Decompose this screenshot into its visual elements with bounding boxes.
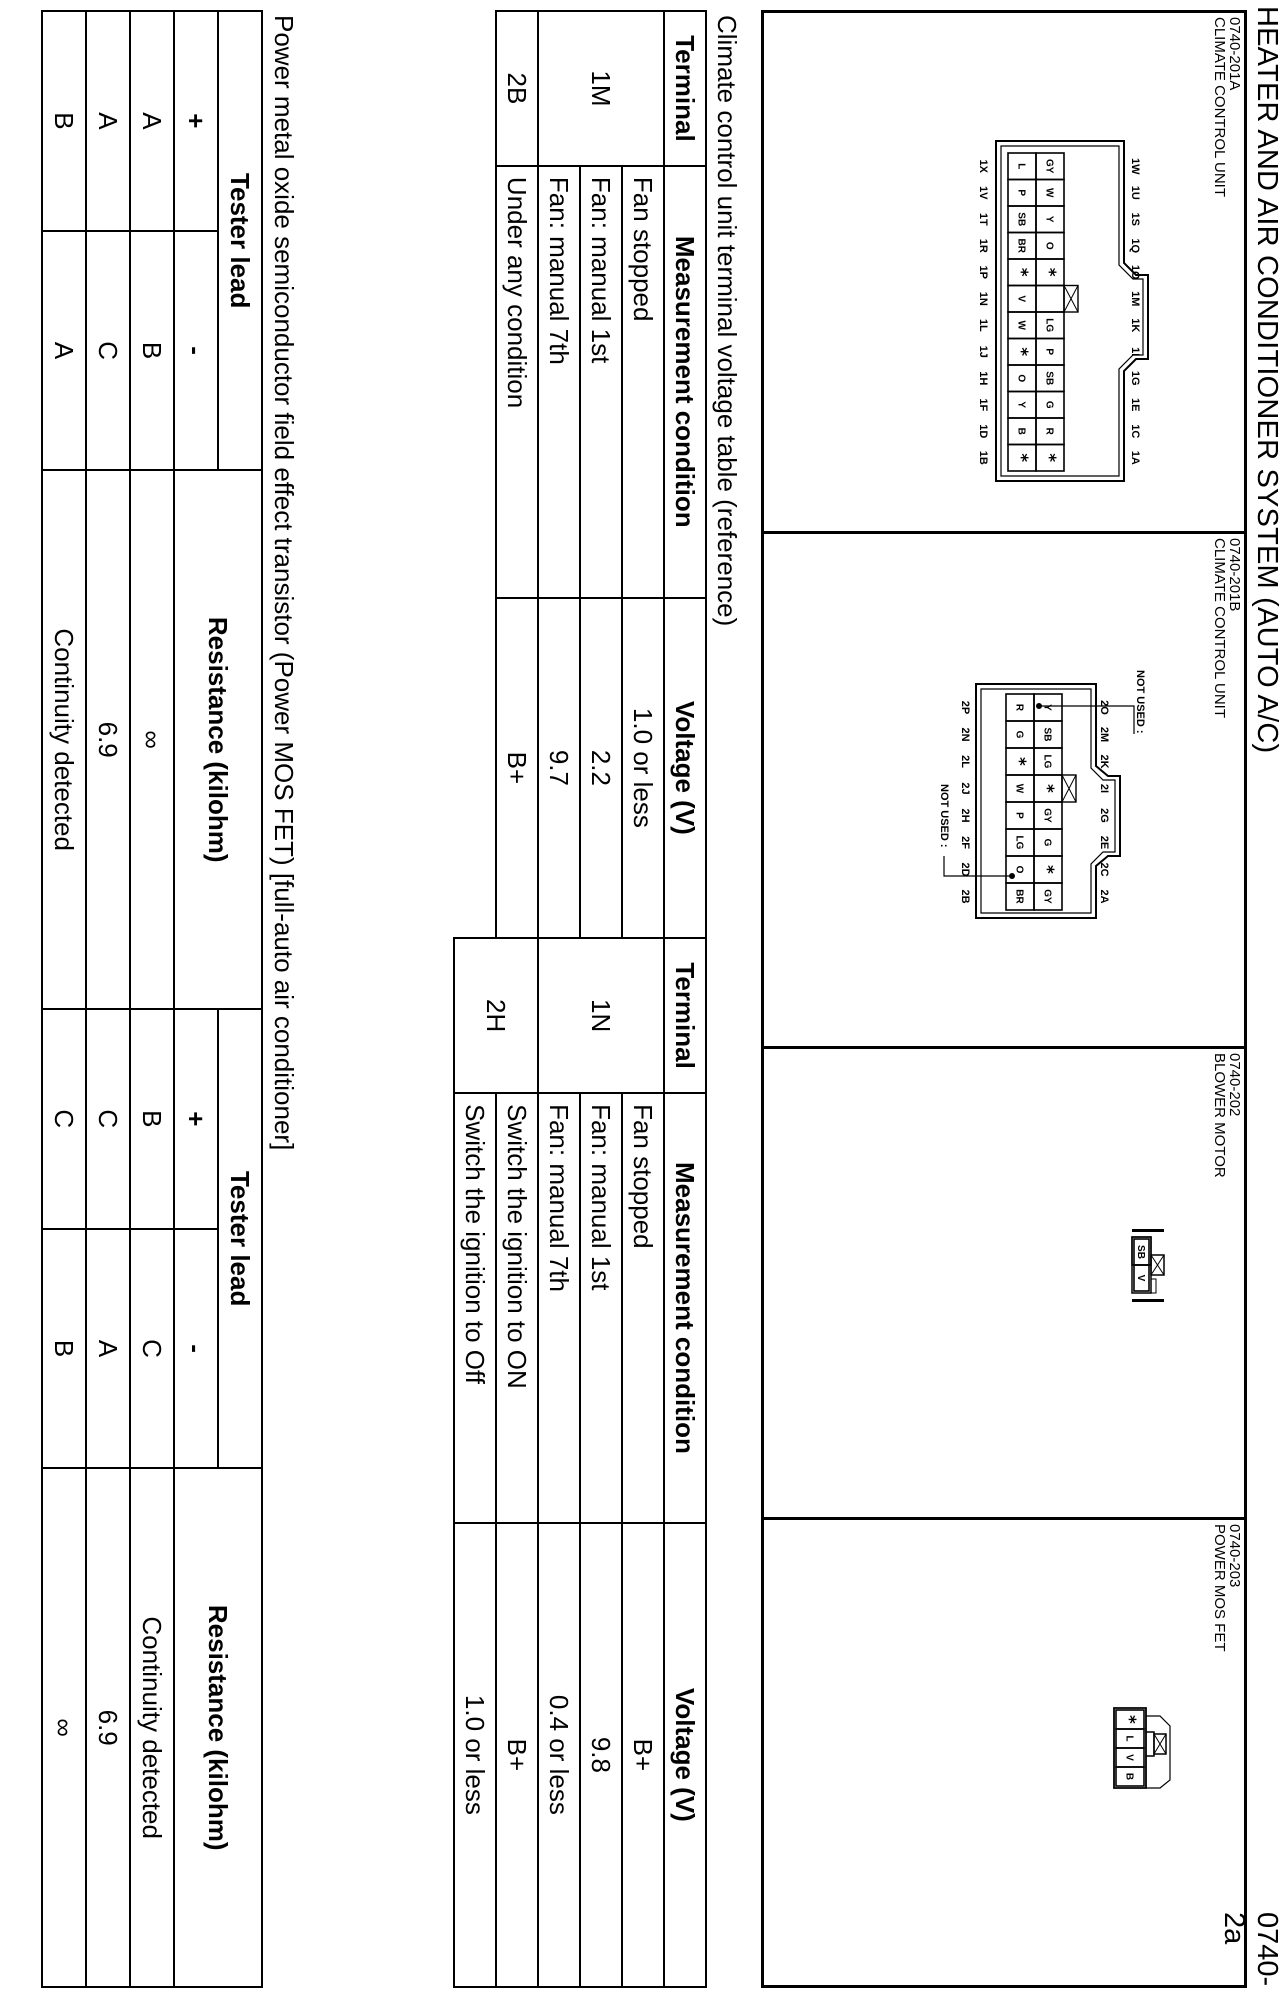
wire-color: SB <box>1043 371 1055 386</box>
pin-label: 2A <box>1098 889 1110 904</box>
header-condition: Measurement condition <box>664 1093 706 1523</box>
connector-203-box <box>764 1520 1244 1991</box>
pin-label: 2H <box>959 808 971 823</box>
voltage-cell: 9.7 <box>538 598 580 939</box>
pin-label: 1X <box>977 159 989 173</box>
resistance-cell: Continuity detected <box>130 1468 174 1987</box>
pin-label: 2F <box>959 836 971 849</box>
unused-pin-mark: * <box>1039 453 1059 463</box>
pin-label: 2B <box>959 889 971 904</box>
minus-cell: C <box>86 231 130 471</box>
connector-201b-box <box>764 534 1244 1049</box>
voltage-table <box>453 10 747 1988</box>
unused-pin-mark: * <box>1011 267 1031 277</box>
wire-color: Y <box>1041 704 1053 711</box>
pin-label: 1K <box>1129 318 1141 333</box>
connector-code: 0740-201B <box>1226 538 1243 612</box>
wire-color: G <box>1043 400 1055 409</box>
voltage-cell: 1.0 or less <box>622 598 664 939</box>
header-minus: - <box>174 231 218 471</box>
wire-color: B <box>1015 427 1027 435</box>
not-used-note-bottom: NOT USED : <box>938 784 950 848</box>
connector-name: BLOWER MOTOR <box>1211 1053 1228 1178</box>
terminal-cell: 2B <box>496 11 538 166</box>
header-voltage: Voltage (V) <box>664 1523 706 1987</box>
pin-label: 2N <box>959 727 971 742</box>
pin-cell <box>1036 286 1064 313</box>
voltage-table-title: Climate control unit terminal voltage table (reference) <box>706 11 747 938</box>
pin-label: 2L <box>959 755 971 768</box>
pin-label: 1C <box>1129 424 1141 439</box>
table-row <box>86 11 130 1987</box>
wire-color: Y <box>1043 215 1055 223</box>
pin-label: 1U <box>1129 185 1141 200</box>
header-minus: - <box>174 1229 218 1469</box>
pin-label: 1I <box>1129 347 1141 357</box>
pin-label: 1B <box>977 450 989 465</box>
header-terminal: Terminal <box>664 11 706 166</box>
connector-201b-pin-grid <box>1006 694 1076 910</box>
condition-cell: Fan stopped <box>622 166 664 598</box>
wire-color: R <box>1013 703 1025 712</box>
wire-color: V <box>1123 1754 1135 1761</box>
table-row <box>130 11 174 1987</box>
header-voltage: Voltage (V) <box>664 598 706 939</box>
terminal-cell: 1N <box>538 938 664 1093</box>
pin-label: 1L <box>977 318 989 332</box>
unused-pin-mark: * <box>1039 267 1059 277</box>
connector-section <box>761 10 1247 1988</box>
pin-label: 1S <box>1129 212 1141 226</box>
header-tester-lead: Tester lead <box>218 1009 262 1468</box>
wire-color: LG <box>1013 835 1025 850</box>
wire-color: W <box>1043 188 1055 198</box>
terminal-cell: 1M <box>538 11 664 166</box>
wire-color: SB <box>1135 1245 1146 1259</box>
plus-cell: A <box>130 11 174 231</box>
mos-fet-table <box>41 10 305 1988</box>
connector-203-diagram <box>764 1520 1244 1991</box>
connector-202-diagram <box>764 1049 1244 1520</box>
resistance-cell: 6.9 <box>86 1468 130 1987</box>
connector-201b-pin-labels-bottom <box>959 701 971 904</box>
pin-label: 1R <box>977 238 989 253</box>
unused-pin-mark: * <box>1011 347 1031 357</box>
pin-label: 1F <box>977 398 989 412</box>
wire-color: BR <box>1013 889 1025 904</box>
resistance-cell: ∞ <box>130 470 174 1009</box>
wire-color: O <box>1015 374 1027 383</box>
connector-203-pin-grid <box>1116 1710 1144 1786</box>
mos-table-title: Power metal oxide semiconductor field effect transistor (Power MOS FET) [full-auto air conditioner] <box>262 11 305 1987</box>
pin-label: 1P <box>977 265 989 279</box>
pin-label: 1N <box>977 291 989 306</box>
wire-color: L <box>1015 163 1027 170</box>
table-row <box>496 11 538 1987</box>
unused-pin-mark: * <box>1037 865 1057 874</box>
plus-cell: C <box>42 1009 86 1229</box>
wire-color: O <box>1043 241 1055 250</box>
header-condition: Measurement condition <box>664 166 706 598</box>
pin-label: 2O <box>1098 700 1110 715</box>
condition-cell: Fan: manual 1st <box>580 1093 622 1523</box>
voltage-cell: B+ <box>496 598 538 939</box>
header-resistance: Resistance (kilohm) <box>174 470 262 1009</box>
pin-label: 2J <box>959 782 971 795</box>
page-title: HEATER AND AIR CONDITIONER SYSTEM (AUTO A/C) <box>1251 6 1283 754</box>
wire-color: L <box>1123 1735 1135 1742</box>
wire-color: W <box>1013 783 1025 794</box>
pin-label: 1H <box>977 371 989 386</box>
wire-color: LG <box>1043 318 1055 333</box>
header-terminal: Terminal <box>664 938 706 1093</box>
pin-label: 1W <box>1129 158 1141 175</box>
wire-color: B <box>1123 1772 1135 1781</box>
voltage-cell: B+ <box>496 1523 538 1987</box>
pin-label: 1D <box>977 424 989 439</box>
condition-cell: Fan: manual 7th <box>538 1093 580 1523</box>
wire-color: P <box>1013 812 1025 819</box>
unused-pin-mark: * <box>1009 757 1029 766</box>
wire-color: G <box>1041 838 1053 847</box>
minus-cell: A <box>86 1229 130 1469</box>
connector-code: 0740-201A <box>1226 17 1243 91</box>
pin-label: 2P <box>959 700 971 715</box>
voltage-cell: 1.0 or less <box>454 1523 496 1987</box>
resistance-cell: 6.9 <box>86 470 130 1009</box>
wire-color: R <box>1043 427 1055 435</box>
resistance-cell: ∞ <box>42 1468 86 1987</box>
pin-label: 1M <box>1129 291 1141 307</box>
condition-cell: Switch the ignition to ON <box>496 1093 538 1523</box>
wire-color: Y <box>1015 401 1027 409</box>
connector-code: 0740-202 <box>1226 1053 1243 1117</box>
condition-cell: Fan stopped <box>622 1093 664 1523</box>
wire-color: GY <box>1041 889 1053 904</box>
wire-color: GY <box>1041 808 1053 823</box>
wire-color: P <box>1043 348 1055 356</box>
header-plus: + <box>174 11 218 231</box>
wire-color: V <box>1015 295 1027 303</box>
connector-201a-diagram <box>764 13 1244 534</box>
unused-pin-mark: * <box>1037 784 1057 793</box>
connector-202-pin-grid <box>1134 1239 1149 1291</box>
pin-label: 1V <box>977 186 989 200</box>
connector-201b-pin-labels-top <box>1098 700 1110 903</box>
plus-cell: A <box>86 11 130 231</box>
unused-pin-mark: * <box>1011 453 1031 463</box>
table-row <box>622 11 664 1987</box>
condition-cell: Fan: manual 7th <box>538 166 580 598</box>
connector-201b-diagram <box>764 534 1244 1049</box>
plus-cell: B <box>130 1009 174 1229</box>
minus-cell: B <box>130 231 174 471</box>
wire-color: P <box>1015 189 1027 197</box>
voltage-cell: 9.8 <box>580 1523 622 1987</box>
resistance-cell: Continuity detected <box>42 470 86 1009</box>
wire-color: O <box>1013 865 1025 874</box>
connector-201a-box <box>764 13 1244 534</box>
voltage-cell: 0.4 or less <box>538 1523 580 1987</box>
wire-color: GY <box>1043 159 1055 174</box>
connector-202-box <box>764 1049 1244 1520</box>
condition-cell: Under any condition <box>496 166 538 598</box>
pin-label: 2E <box>1098 835 1110 850</box>
pin-label: 1G <box>1129 370 1141 386</box>
pin-label: 2K <box>1098 754 1110 769</box>
plus-cell: B <box>42 11 86 231</box>
wire-color: SB <box>1015 212 1027 227</box>
condition-cell: Switch the ignition to Off <box>454 1093 496 1523</box>
connector-name: CLIMATE CONTROL UNIT <box>1211 538 1228 719</box>
connector-name: CLIMATE CONTROL UNIT <box>1211 17 1228 198</box>
pin-label: 1J <box>977 345 989 358</box>
header-plus: + <box>174 1009 218 1229</box>
pin-label: 2M <box>1098 726 1110 743</box>
unused-pin-mark: * <box>1119 1715 1139 1724</box>
connector-201a-pin-grid <box>1008 153 1078 471</box>
header-tester-lead: Tester lead <box>218 11 262 470</box>
pin-label: 2I <box>1098 783 1110 794</box>
minus-cell: B <box>42 1229 86 1469</box>
wire-color: V <box>1135 1274 1146 1282</box>
page-code: 0740-2a <box>1218 1912 1283 1987</box>
pin-label: 2C <box>1098 862 1110 877</box>
voltage-cell: 2.2 <box>580 598 622 939</box>
pin-label: 2G <box>1098 808 1110 823</box>
wire-color: G <box>1013 730 1025 739</box>
table-row <box>42 11 86 1987</box>
header-resistance: Resistance (kilohm) <box>174 1468 262 1987</box>
connector-201a-pin-labels-top <box>1129 158 1141 465</box>
wire-color: W <box>1015 320 1027 330</box>
wire-color: BR <box>1015 238 1027 253</box>
pin-label: 1E <box>1129 398 1141 412</box>
minus-cell: C <box>130 1229 174 1469</box>
terminal-cell: 2H <box>454 938 538 1093</box>
pin-label: 1A <box>1129 450 1141 465</box>
connector-name: POWER MOS FET <box>1211 1524 1228 1652</box>
pin-label: 2D <box>959 862 971 877</box>
condition-cell: Fan: manual 1st <box>580 166 622 598</box>
connector-code: 0740-203 <box>1226 1524 1243 1588</box>
plus-cell: C <box>86 1009 130 1229</box>
voltage-cell: B+ <box>622 1523 664 1987</box>
connector-201a-pin-labels-bottom <box>977 160 989 465</box>
pin-label: 1Q <box>1129 238 1141 254</box>
pin-label: 1T <box>977 212 989 226</box>
not-used-note-top: NOT USED : <box>1134 670 1146 734</box>
wire-color: LG <box>1041 754 1053 769</box>
pin-label: 1O <box>1129 264 1141 280</box>
wire-color: SB <box>1041 727 1053 742</box>
minus-cell: A <box>42 231 86 471</box>
